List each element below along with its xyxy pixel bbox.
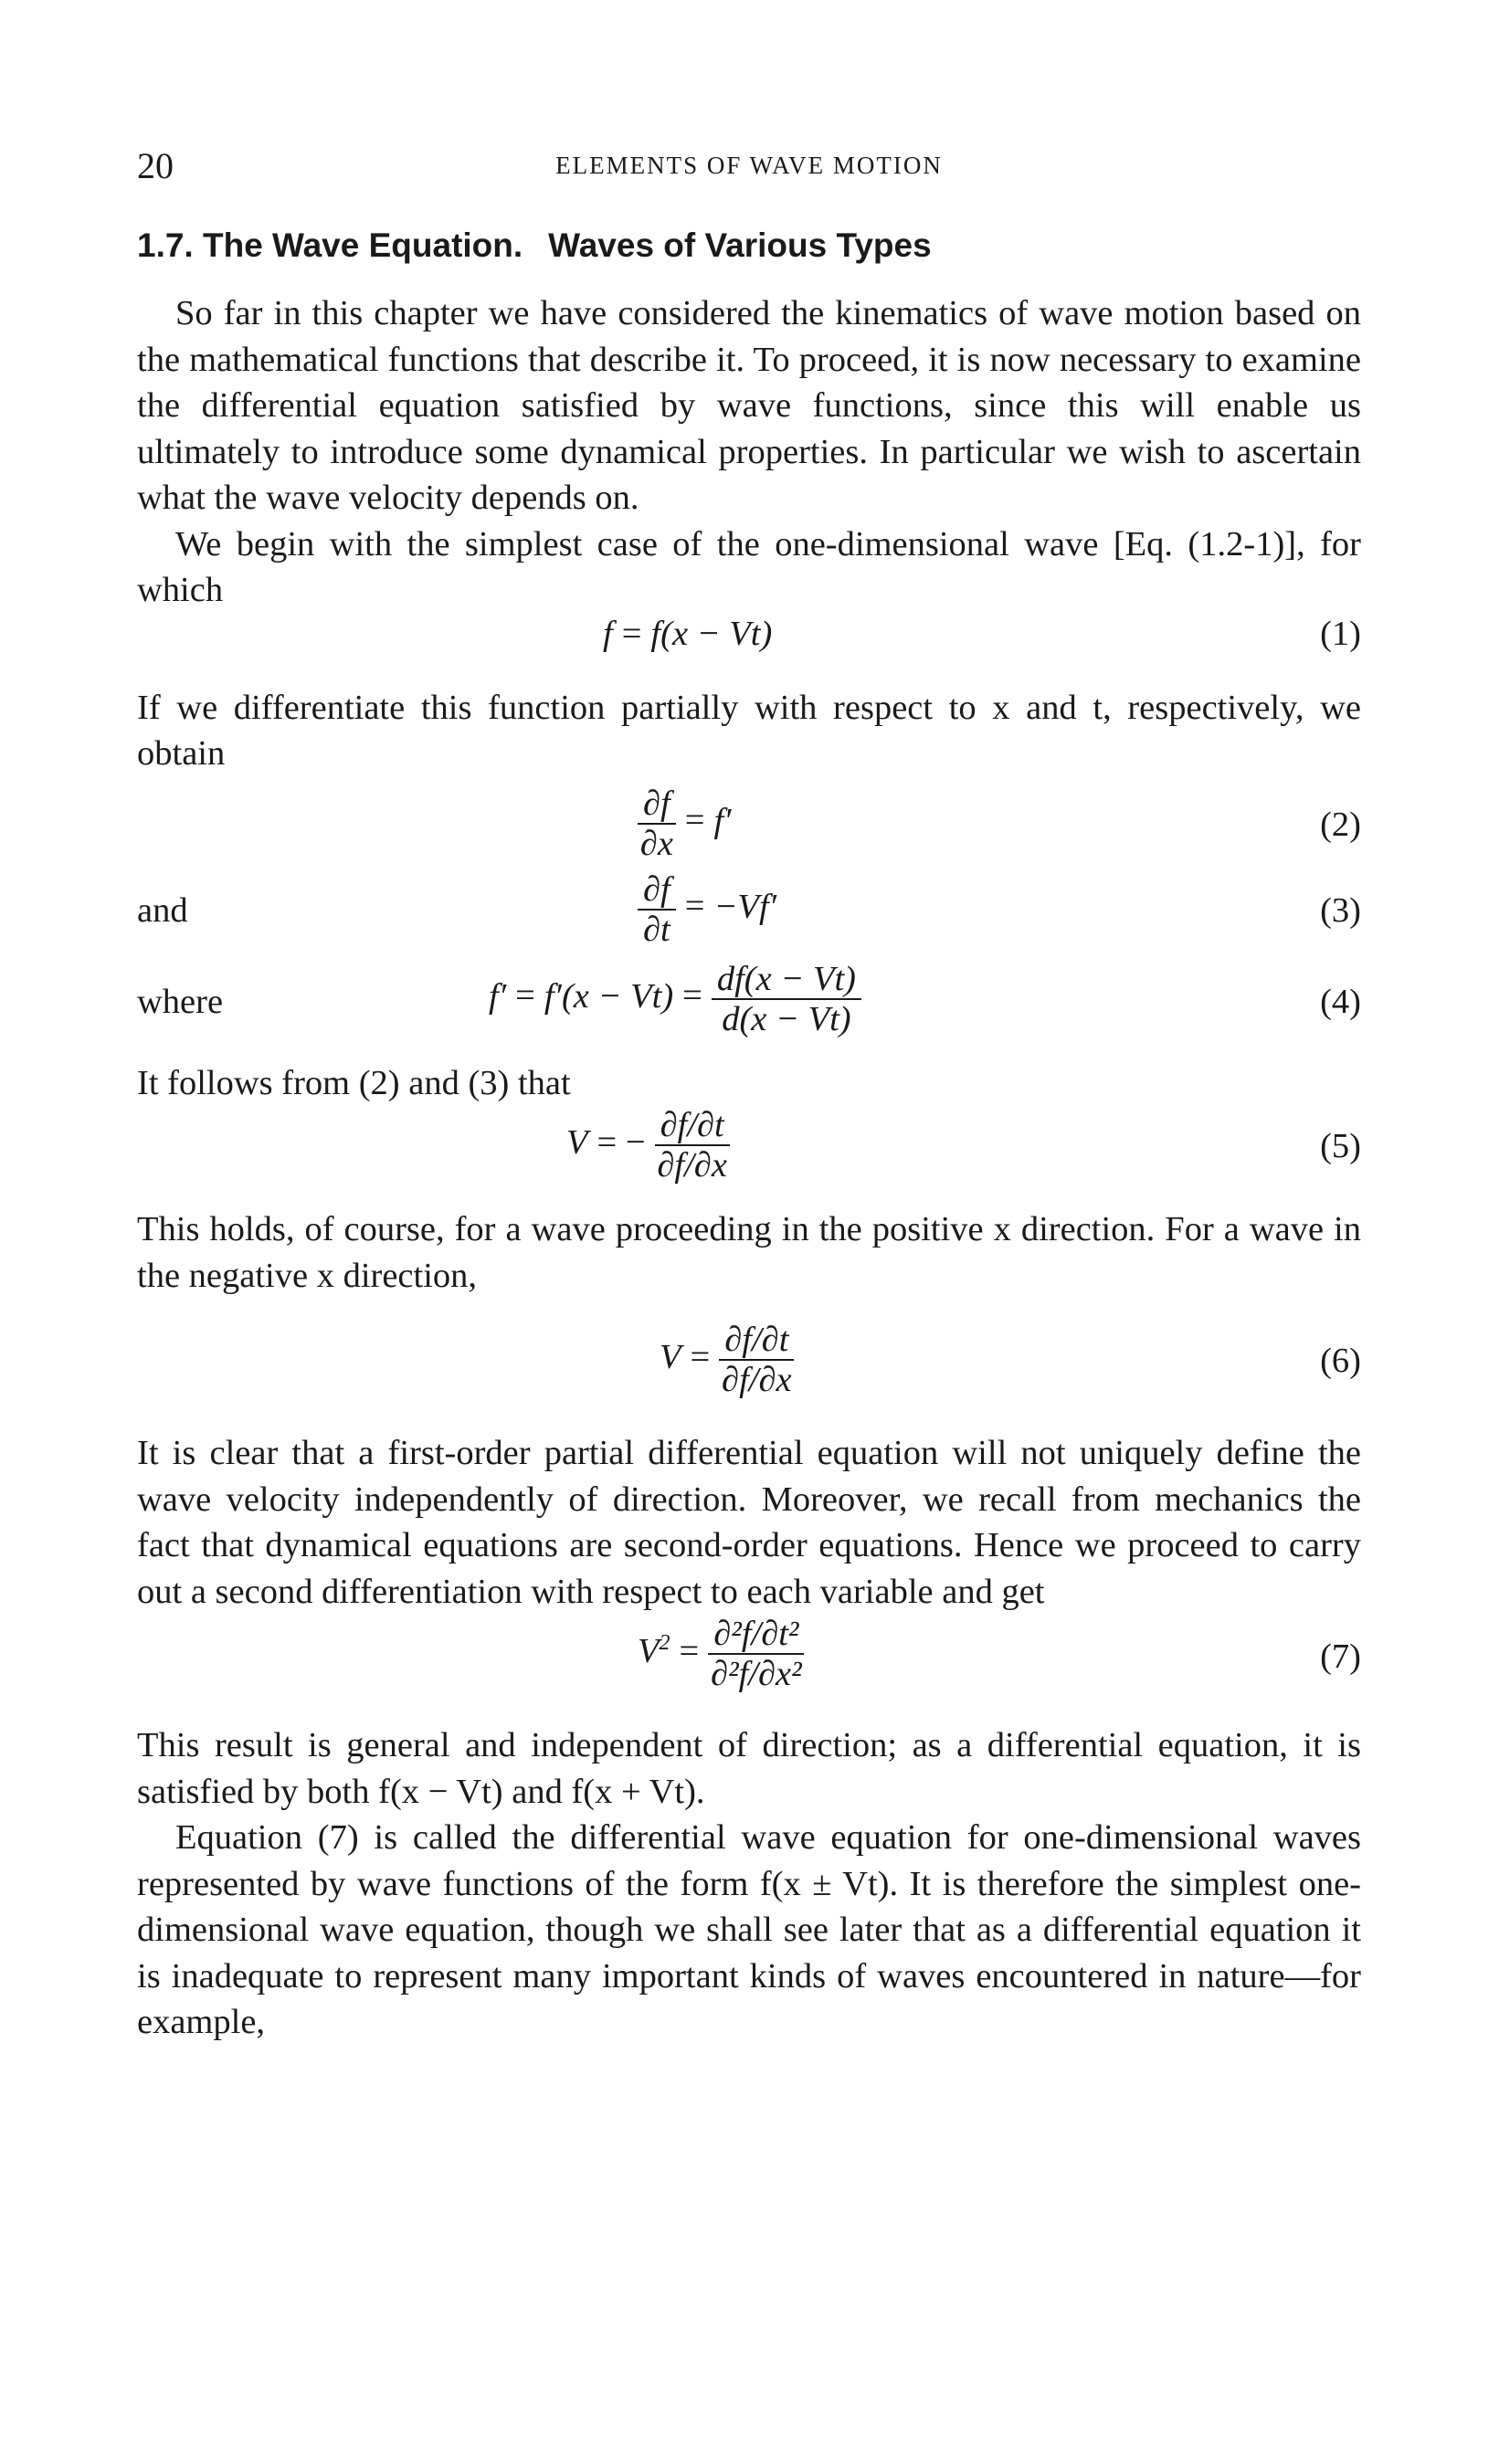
eq3-number: (3) [1320, 890, 1361, 930]
section-heading [137, 226, 1361, 265]
section-subtitle: Waves of Various Types [548, 226, 932, 264]
equation-4 [137, 960, 1361, 1048]
eq6-lhs: V [660, 1337, 681, 1376]
eq7-lhs-exponent: 2 [659, 1631, 670, 1655]
equation-6 [137, 1321, 1361, 1408]
eq5-fraction [655, 1106, 730, 1185]
equation-7 [137, 1615, 1361, 1706]
eq1-lhs: f [603, 614, 613, 653]
section-title: 1.7. The Wave Equation. [137, 226, 523, 264]
eq4-lead: where [137, 982, 224, 1021]
eq5-numerator: ∂f/∂t [655, 1106, 730, 1146]
page-header [137, 137, 1361, 192]
eq2-numerator: ∂f [638, 784, 676, 825]
page-number: 20 [137, 145, 174, 186]
paragraph-8: Equation (7) is called the differential wave equation for one-dimensional waves represented by wave functions of the form f(x ± Vt). It is therefore the simplest one-dimensional wave equation, though we shall see later that as a differential equation it is inadequate to represent many important kinds of waves encountered in nature—for example, [137, 1818, 1361, 2041]
eq4-fraction [712, 960, 861, 1038]
running-title: ELEMENTS OF WAVE MOTION [555, 152, 943, 179]
eq5-number: (5) [1320, 1127, 1361, 1165]
eq7-fraction [708, 1615, 804, 1693]
paragraph-3: If we differentiate this function partially with respect to x and t, respectively, we obtain [137, 688, 1361, 773]
eq4-mid: f′(x − Vt) [544, 976, 674, 1016]
eq7-number: (7) [1320, 1637, 1361, 1676]
eq6-rel: = [690, 1337, 711, 1376]
eq7-numerator: ∂²f/∂t² [708, 1615, 804, 1655]
eq4-rel1: = [515, 976, 535, 1016]
eq3-denominator: ∂t [643, 910, 670, 949]
equation-5 [137, 1106, 1361, 1194]
eq6-fraction [719, 1321, 794, 1399]
eq7-lhs: V [638, 1631, 660, 1670]
eq2-fraction [638, 784, 676, 863]
eq1-rel: = [621, 614, 642, 653]
eq3-rhs: −Vf′ [713, 887, 777, 926]
equation-2 [137, 784, 1361, 867]
eq3-fraction [638, 870, 676, 949]
eq3-rel: = [684, 887, 705, 926]
paragraph-4: It follows from (2) and (3) that [137, 1063, 571, 1102]
eq4-rel2: = [682, 976, 702, 1016]
eq4-number: (4) [1320, 982, 1361, 1021]
eq7-rel: = [679, 1631, 700, 1670]
eq4-lhs: f′ [489, 976, 507, 1016]
eq1-rhs: f(x − Vt) [650, 614, 773, 653]
paragraph-1: So far in this chapter we have considered the kinematics of wave motion based on the mathematical functions that describe it. To proceed, it is now necessary to examine the differential equation satisfied by wave functions, since this will enable us ultimately to introduce some dynamical properties. In particular we wish to ascertain what the wave velocity depends on. [137, 294, 1361, 517]
paragraph-2: We begin with the simplest case of the one-dimensional wave [Eq. (1.2-1)], for which [137, 524, 1361, 609]
paragraph-7: This result is general and independent of direction; as a differential equation, it is satisfied by both f(x − Vt) and f(x + Vt). [137, 1726, 1361, 1811]
eq3-lead: and [137, 890, 188, 930]
eq6-numerator: ∂f/∂t [719, 1321, 794, 1361]
eq5-rel: = − [596, 1122, 646, 1162]
eq7-denominator: ∂²f/∂x² [711, 1655, 802, 1693]
equation-1 [137, 614, 1361, 665]
paragraph-6: It is clear that a first-order partial differential equation will not uniquely define the wave velocity independently of direction. Moreover, we recall from mechanics the fact that dynamical equations are second-order equations. Hence we proceed to carry out a second differentiation with respect to each variable and get [137, 1434, 1361, 1611]
eq1-number: (1) [1320, 614, 1361, 653]
eq2-number: (2) [1320, 805, 1361, 844]
eq5-lhs: V [566, 1122, 588, 1162]
eq4-numerator: df(x − Vt) [712, 960, 861, 1000]
page [137, 137, 1361, 2046]
eq5-denominator: ∂f/∂x [657, 1146, 727, 1185]
paragraph-5: This holds, of course, for a wave proceeding in the positive x direction. For a wave in the negative x direction, [137, 1210, 1361, 1295]
eq3-numerator: ∂f [638, 870, 676, 911]
eq2-rhs: f′ [713, 801, 732, 840]
eq6-denominator: ∂f/∂x [722, 1361, 792, 1399]
eq2-rel: = [684, 801, 705, 840]
equation-3 [137, 870, 1361, 953]
eq6-number: (6) [1320, 1342, 1361, 1380]
eq4-denominator: d(x − Vt) [722, 999, 851, 1038]
eq2-denominator: ∂x [639, 824, 673, 863]
